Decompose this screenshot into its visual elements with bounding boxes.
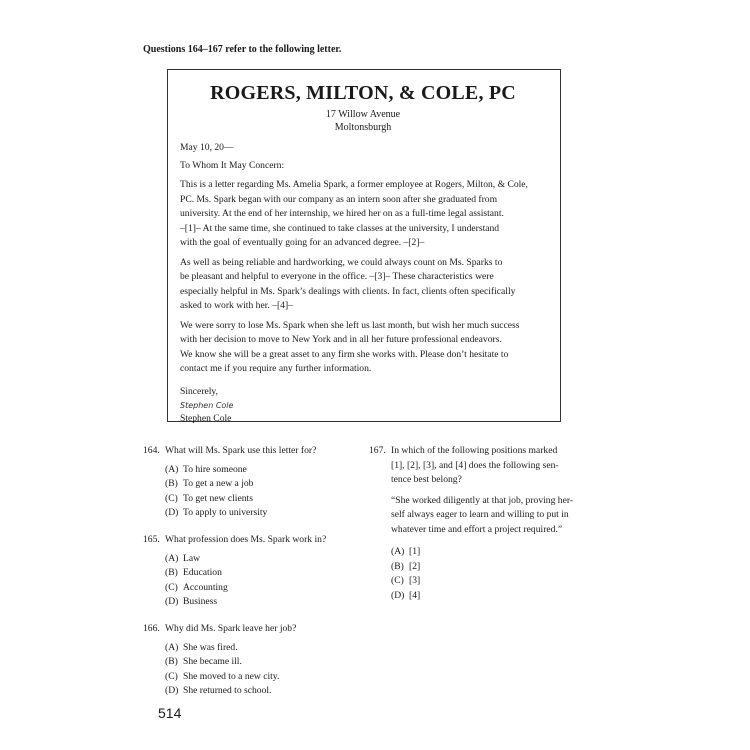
answer-option[interactable]: (A) [1] — [391, 546, 421, 557]
question-167 — [369, 444, 584, 603]
quote-line: whatever time and effort a project required.” — [391, 523, 563, 535]
answer-options — [165, 552, 358, 610]
questions-intro: Questions 164–167 refer to the following letter. — [143, 44, 342, 55]
answer-option[interactable]: (A) Law — [165, 552, 201, 564]
question-text-line: In which of the following positions marked — [391, 445, 558, 456]
question-number: 166. — [143, 623, 160, 634]
letter-line: university. At the end of her internship, we hired her on as a full-time legal assistant. — [180, 208, 504, 219]
answer-options — [165, 641, 358, 699]
answer-options — [165, 463, 358, 521]
letter-paragraph-1 — [180, 178, 546, 251]
letter-line: be pleasant and helpful to everyone in the office. –[3]– These characteristics were — [180, 271, 494, 282]
letter-line: We know she will be a great asset to any firm she works with. Please don’t hesitate to — [180, 348, 509, 360]
quote-line: “She worked diligently at that job, proving her- — [391, 494, 574, 506]
answer-option[interactable]: (C) She moved to a new city. — [165, 670, 280, 682]
answer-option[interactable]: (D) [4] — [391, 589, 421, 601]
answer-option[interactable]: (B) She became ill. — [165, 656, 242, 668]
letter — [167, 69, 561, 422]
answer-option[interactable]: (B) [2] — [391, 560, 421, 572]
question-number: 165. — [143, 534, 160, 545]
question-text: What profession does Ms. Spark work in? — [165, 534, 327, 545]
letterhead-street: 17 Willow Avenue — [325, 109, 401, 120]
letter-paragraph-2 — [180, 256, 546, 314]
quoted-sentence — [391, 494, 584, 538]
question-166 — [143, 622, 358, 699]
question-text: Why did Ms. Spark leave her job? — [165, 623, 297, 634]
handwritten-signature: Stephen Cole — [180, 401, 234, 410]
letter-line: with her decision to move to New York and in all her future professional endeavors. — [180, 334, 502, 345]
letter-line: This is a letter regarding Ms. Amelia Spark, a former employee at Rogers, Milton, & Cole, — [180, 179, 528, 190]
question-number: 164. — [143, 445, 160, 456]
question-number: 167. — [369, 445, 386, 456]
answer-option[interactable]: (A) She was fired. — [165, 641, 238, 653]
letter-line: –[1]– At the same time, she continued to take classes at the university, I understand — [180, 222, 500, 234]
question-165 — [143, 533, 358, 610]
answer-options — [391, 545, 584, 603]
letter-greeting: To Whom It May Concern: — [180, 159, 285, 171]
letterhead-city: Moltonsburgh — [334, 122, 392, 133]
answer-option[interactable]: (C) To get new clients — [165, 492, 253, 504]
question-text — [391, 444, 584, 488]
question-164 — [143, 444, 358, 521]
letter-line: contact me if you require any further information. — [180, 363, 372, 374]
letter-line: with the goal of eventually going for an advanced degree. –[2]– — [180, 237, 425, 248]
question-text-line: tence best belong? — [391, 474, 462, 485]
letter-line: especially helpful in Ms. Spark’s dealings with clients. In fact, clients often specifically — [180, 285, 516, 297]
page-number: 514 — [158, 705, 182, 721]
letter-date: May 10, 20— — [180, 142, 234, 153]
answer-option[interactable]: (B) Education — [165, 567, 222, 579]
answer-option[interactable]: (D) To apply to university — [165, 507, 268, 519]
answer-option[interactable]: (D) She returned to school. — [165, 685, 272, 697]
answer-option[interactable]: (C) [3] — [391, 575, 421, 587]
letter-line: As well as being reliable and hardworking, we could always count on Ms. Sparks to — [180, 256, 503, 268]
answer-option[interactable]: (B) To get a new a job — [165, 478, 254, 490]
letter-line: PC. Ms. Spark began with our company as an intern soon after she graduated from — [180, 193, 498, 205]
letter-closing: Sincerely, — [180, 385, 219, 397]
answer-option[interactable]: (D) Business — [165, 596, 218, 608]
letter-line: We were sorry to lose Ms. Spark when she left us last month, but wish her much success — [180, 319, 520, 331]
signer-name: Stephen Cole — [180, 413, 232, 424]
letter-paragraph-3 — [180, 319, 546, 377]
letter-line: asked to work with her. –[4]– — [180, 300, 293, 311]
question-text: What will Ms. Spark use this letter for? — [165, 445, 317, 456]
letterhead-firm-name: ROGERS, MILTON, & COLE, PC — [210, 82, 516, 104]
quote-line: self always eager to learn and willing to put in — [391, 509, 569, 520]
question-text-line: [1], [2], [3], and [4] does the following sen- — [391, 459, 559, 471]
answer-option[interactable]: (C) Accounting — [165, 581, 228, 593]
answer-option[interactable]: (A) To hire someone — [165, 463, 247, 475]
